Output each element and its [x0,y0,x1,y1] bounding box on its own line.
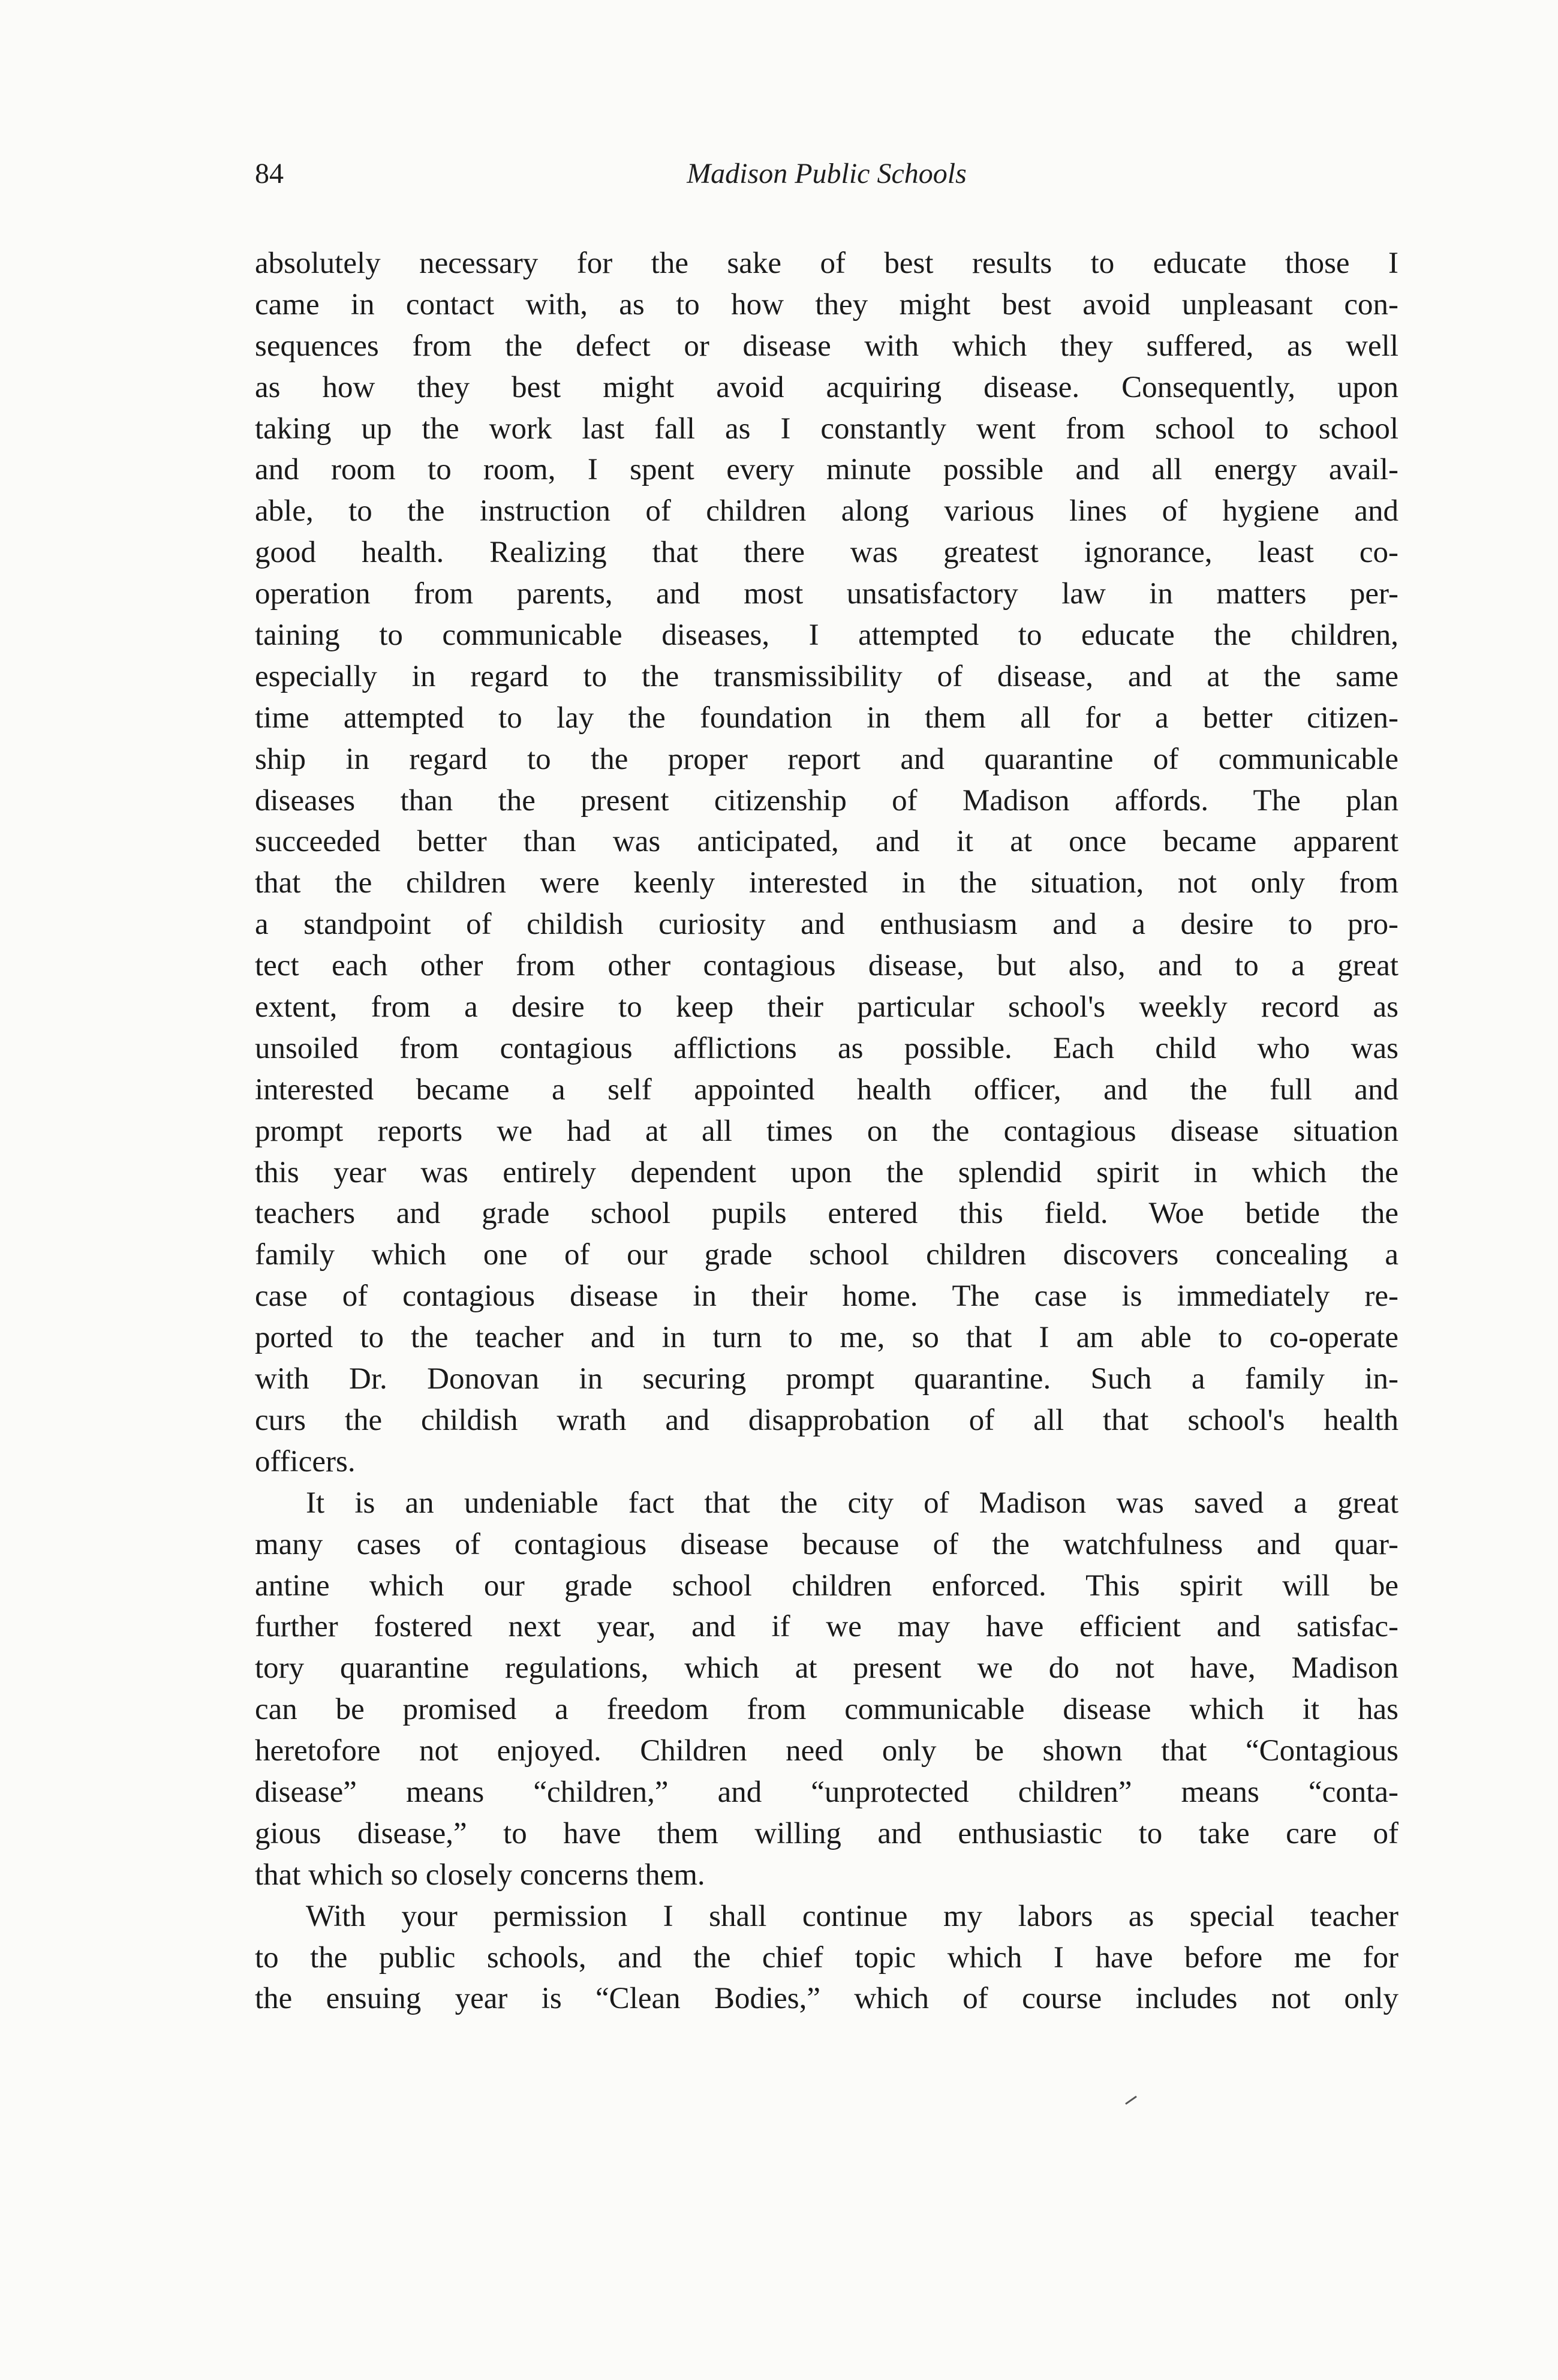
text-line: ported to the teacher and in turn to me, so that I am able to co-operate [255,1321,1398,1355]
text-line: good health. Realizing that there was greatest ignorance, least co- [255,536,1398,570]
text-line: time attempted to lay the foundation in them all for a better citizen- [255,701,1398,735]
text-line: tect each other from other contagious disease, but also, and to a great [255,949,1398,983]
text-line: curs the childish wrath and disapprobation of all that school's health [255,1403,1398,1437]
text-line: came in contact with, as to how they might best avoid unpleasant con- [255,287,1398,321]
text-line: With your permission I shall continue my labors as special teacher [306,1899,1398,1933]
page-number: 84 [255,158,284,190]
text-line: succeeded better than was anticipated, and it at once became apparent [255,825,1398,859]
paragraph-3 [255,1896,1398,2020]
text-line: It is an undeniable fact that the city of Madison was saved a great [306,1486,1398,1520]
text-line: family which one of our grade school children discovers concealing a [255,1238,1398,1272]
text-line: gious disease,” to have them willing and enthusiastic to take care of [255,1816,1398,1850]
text-line: with Dr. Donovan in securing prompt quarantine. Such a family in- [255,1362,1398,1396]
text-line: extent, from a desire to keep their particular school's weekly record as [255,990,1398,1024]
text-line: disease” means “children,” and “unprotected children” means “conta- [255,1775,1398,1809]
text-line: that the children were keenly interested in the situation, not only from [255,866,1398,900]
text-line: taining to communicable diseases, I attempted to educate the children, [255,618,1398,653]
text-line: heretofore not enjoyed. Children need only be shown that “Contagious [255,1734,1398,1768]
text-line: and room to room, I spent every minute possible and all energy avail- [255,453,1398,487]
body-text [255,243,1398,2020]
paragraph-1 [255,243,1398,1483]
text-line: to the public schools, and the chief topic which I have before me for [255,1940,1398,1975]
text-line: operation from parents, and most unsatisfactory law in matters per- [255,577,1398,611]
text-line: especially in regard to the transmissibility of disease, and at the same [255,659,1398,693]
text-line: taking up the work last fall as I constantly went from school to school [255,411,1398,446]
text-line: a standpoint of childish curiosity and enthusiasm and a desire to pro- [255,907,1398,942]
running-title: Madison Public Schools [687,158,967,190]
text-line: that which so closely concerns them. [255,1858,705,1892]
text-line: able, to the instruction of children along various lines of hygiene and [255,494,1398,528]
text-line: ship in regard to the proper report and quarantine of communicable [255,742,1398,776]
running-head [255,157,1398,199]
text-line: absolutely necessary for the sake of best results to educate those I [255,247,1398,280]
text-line: tory quarantine regulations, which at present we do not have, Madison [255,1651,1398,1685]
text-line: unsoiled from contagious afflictions as possible. Each child who was [255,1031,1398,1065]
text-line: case of contagious disease in their home. The case is immediately re- [255,1279,1398,1314]
text-line: this year was entirely dependent upon the splendid spirit in which the [255,1155,1398,1189]
text-line: the ensuing year is “Clean Bodies,” which of course includes not only [255,1982,1398,2016]
text-line: antine which our grade school children enforced. This spirit will be [255,1568,1398,1603]
text-line: officers. [255,1444,356,1479]
text-line: further fostered next year, and if we may have efficient and satisfac- [255,1610,1398,1644]
text-line: prompt reports we had at all times on the contagious disease situation [255,1114,1398,1148]
text-line: interested became a self appointed health officer, and the full and [255,1072,1398,1107]
text-line: teachers and grade school pupils entered this field. Woe betide the [255,1197,1398,1231]
paragraph-2 [255,1483,1398,1896]
text-line: as how they best might avoid acquiring disease. Consequently, upon [255,370,1398,404]
text-line: many cases of contagious disease because of the watchfulness and quar- [255,1527,1398,1561]
text-line: sequences from the defect or disease with which they suffered, as well [255,329,1398,363]
text-line: diseases than the present citizenship of Madison affords. The plan [255,783,1398,818]
text-line: can be promised a freedom from communicable disease which it has [255,1693,1398,1727]
scan-mark [1125,2096,1137,2105]
